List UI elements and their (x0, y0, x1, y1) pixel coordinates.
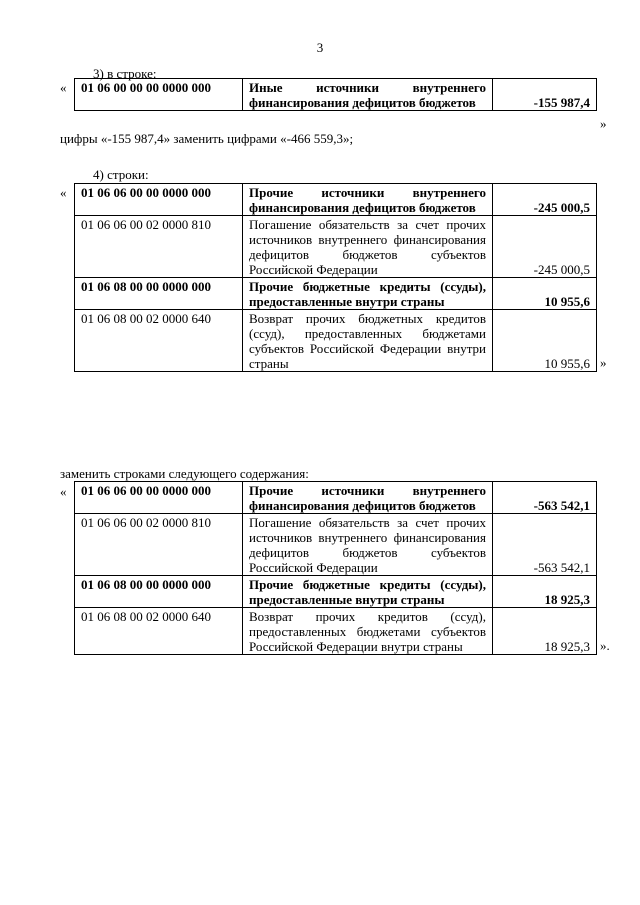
row-name: Возврат прочих бюджетных кредитов (ссуд), предоставленных бюджетами субъектов Российской Федерации внутри страны (243, 310, 493, 372)
section3-close-quote: » (600, 116, 607, 131)
page-number: 3 (316, 40, 324, 55)
row-amount: 10 955,6 (493, 310, 597, 372)
table-row (75, 514, 597, 576)
row-name: Прочие бюджетные кредиты (ссуды), предоставленные внутри страны (243, 576, 493, 608)
row-amount: 10 955,6 (493, 278, 597, 310)
table-row (75, 278, 597, 310)
row-amount: -245 000,5 (493, 184, 597, 216)
section3-table (74, 78, 597, 111)
row-amount: -563 542,1 (493, 482, 597, 514)
row-amount: -563 542,1 (493, 514, 597, 576)
row-code: 01 06 08 00 02 0000 640 (75, 310, 243, 372)
section4-table (74, 183, 597, 372)
section3-replace-text: цифры «-155 987,4» заменить цифрами «-466 559,3»; (60, 131, 354, 146)
row-code: 01 06 06 00 02 0000 810 (75, 216, 243, 278)
row-code: 01 06 08 00 00 0000 000 (75, 278, 243, 310)
section5-close-quote: ». (600, 638, 610, 653)
table-row (75, 184, 597, 216)
row-code: 01 06 00 00 00 0000 000 (75, 79, 243, 111)
row-code: 01 06 06 00 02 0000 810 (75, 514, 243, 576)
section5-intro: заменить строками следующего содержания: (60, 466, 309, 481)
section5-table (74, 481, 597, 655)
section3-open-quote: « (60, 80, 67, 95)
row-name: Погашение обязательств за счет прочих источников внутреннего финансирования дефицитов бюджетов субъектов Российской Федерации (243, 216, 493, 278)
table-row (75, 79, 597, 111)
section4-open-quote: « (60, 185, 67, 200)
row-code: 01 06 06 00 00 0000 000 (75, 184, 243, 216)
table-row (75, 608, 597, 655)
table-row (75, 216, 597, 278)
row-amount: -245 000,5 (493, 216, 597, 278)
row-name: Погашение обязательств за счет прочих источников внутреннего финансирования дефицитов бюджетов субъектов Российской Федерации (243, 514, 493, 576)
section3-intro: 3) в строке: (93, 66, 157, 81)
row-amount: 18 925,3 (493, 608, 597, 655)
row-code: 01 06 08 00 02 0000 640 (75, 608, 243, 655)
row-amount: -155 987,4 (493, 79, 597, 111)
section5-open-quote: « (60, 484, 67, 499)
row-name: Иные источники внутреннего финансирования дефицитов бюджетов (243, 79, 493, 111)
section4-intro: 4) строки: (93, 167, 149, 182)
section4-close-quote: » (600, 355, 607, 370)
row-code: 01 06 08 00 00 0000 000 (75, 576, 243, 608)
row-name: Прочие источники внутреннего финансирования дефицитов бюджетов (243, 482, 493, 514)
row-code: 01 06 06 00 00 0000 000 (75, 482, 243, 514)
row-name: Возврат прочих кредитов (ссуд), предоставленных бюджетами субъектов Российской Федерации внутри страны (243, 608, 493, 655)
row-name: Прочие источники внутреннего финансирования дефицитов бюджетов (243, 184, 493, 216)
table-row (75, 576, 597, 608)
row-name: Прочие бюджетные кредиты (ссуды), предоставленные внутри страны (243, 278, 493, 310)
row-amount: 18 925,3 (493, 576, 597, 608)
table-row (75, 310, 597, 372)
table-row (75, 482, 597, 514)
